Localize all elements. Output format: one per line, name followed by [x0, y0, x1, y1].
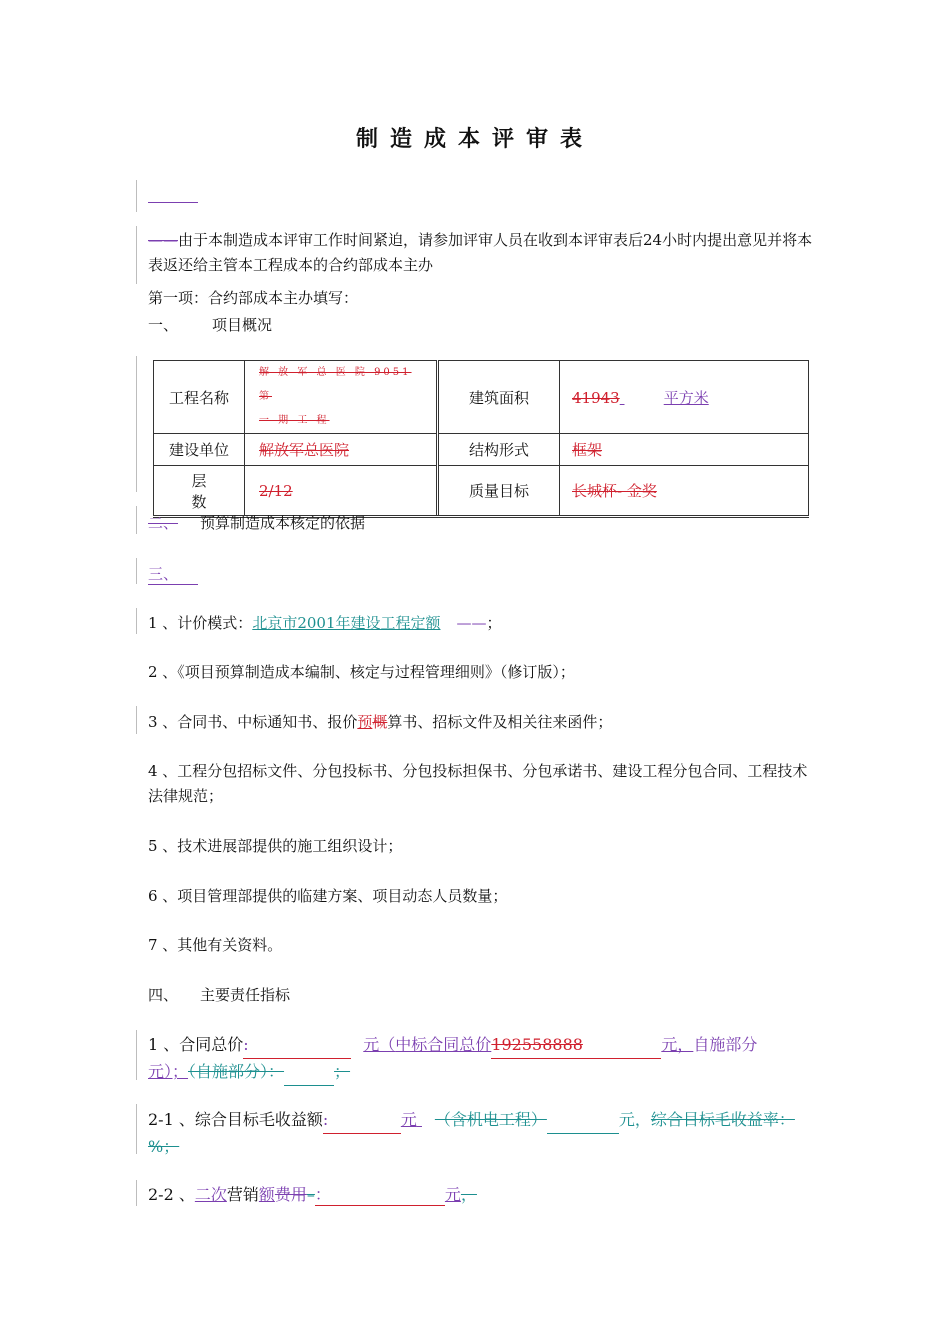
ind1-prefix: 1 、合同总价 — [148, 1035, 244, 1054]
project-name-line2: 一 期 工 程 — [259, 415, 330, 426]
intro-text: 由于本制造成本评审工作时间紧迫，请参加评审人员在收到本评审表后24小时内提出意见并将本表返还给主管本工程成本的合约部成本主办 — [148, 231, 813, 274]
structure-value: 框架 — [572, 441, 603, 459]
item3-text-b: 算书、招标文件及相关往来函件； — [387, 713, 613, 731]
revision-mark — [148, 202, 198, 203]
floors-label-1: 层 — [191, 471, 207, 490]
list-item-1 — [148, 612, 502, 633]
pricing-mode-link[interactable]: 北京市2001年建设工程定额 — [252, 614, 441, 632]
ind22-feiyong: 费用 — [274, 1185, 307, 1204]
ind1-line2a: 元）； — [148, 1062, 189, 1081]
revision-bar — [136, 608, 137, 634]
item1-prefix: 1 、计价模式： — [148, 614, 253, 632]
ind21-pct: %； — [148, 1137, 180, 1156]
ind1-self-label: 自施部分 — [693, 1035, 758, 1054]
ind1-yuan1: 元（ — [363, 1035, 396, 1054]
ind22-erci: 二次 — [194, 1185, 227, 1204]
ind21-rate-label: 综合目标毛收益率： — [650, 1110, 795, 1129]
item1-heading: 第一项：合约部成本主办填写： — [148, 289, 359, 307]
item3-text-a: 3 、合同书、中标通知书、报价 — [148, 713, 358, 731]
ind1-yuan2: 元， — [661, 1035, 694, 1054]
indicator-2-2 — [148, 1182, 477, 1206]
list-item-4: 4 、工程分包招标文件、分包投标书、分包投标担保书、分包承诺书、建设工程分包合同、工程技术法律规范； — [148, 762, 808, 805]
ind1-amount-blank — [491, 1032, 661, 1059]
ind21-blank — [547, 1107, 619, 1134]
section3-heading — [148, 563, 198, 585]
owner-value: 解放军总医院 — [259, 441, 350, 459]
ind22-e: 额 — [258, 1185, 275, 1204]
item3-inserted: 预 — [357, 713, 373, 731]
revision-bar — [136, 180, 137, 212]
revision-bar — [136, 1104, 137, 1154]
list-item-2: 2 、《项目预算制造成本编制、核定与过程管理细则》（修订版）； — [148, 663, 575, 681]
list-item-3 — [148, 711, 612, 732]
section2-number: 二、 — [148, 514, 179, 532]
gross-profit-blank: : — [323, 1107, 401, 1134]
section3-number: 三、 — [148, 563, 198, 585]
item1-end: ； — [486, 614, 502, 632]
area-gap — [620, 389, 664, 407]
ind21-prefix: 2-1 、综合目标毛收益额 — [148, 1110, 323, 1129]
ind1-semi: ； — [334, 1062, 351, 1081]
ind1-line2b: （自施部分）： — [188, 1062, 285, 1081]
ind22-prefix: 2-2 、 — [148, 1185, 195, 1204]
section4-number: 四、 — [148, 986, 179, 1004]
section1-number: 一、 — [148, 316, 179, 334]
intro-paragraph — [148, 228, 820, 278]
section4-title: 主要责任指标 — [200, 986, 291, 1004]
floors-label-2: 数 — [191, 492, 207, 511]
section4-heading — [148, 984, 290, 1005]
label-floors — [154, 466, 245, 517]
revision-bar — [136, 506, 137, 534]
indicator-1 — [148, 1032, 820, 1086]
ind1-bid-total-label: 中标合同总价 — [395, 1035, 492, 1054]
value-structure — [560, 434, 809, 466]
revision-bar — [136, 356, 137, 492]
indicator-2-1 — [148, 1107, 820, 1160]
value-quality-target — [560, 466, 809, 517]
label-project-name: 工程名称 — [154, 361, 245, 434]
label-quality-target: 质量目标 — [438, 466, 560, 517]
value-building-area — [560, 361, 809, 434]
ind1-self-blank — [284, 1059, 334, 1086]
value-floors — [245, 466, 438, 517]
revision-bar — [136, 226, 137, 284]
label-structure: 结构形式 — [438, 434, 560, 466]
floors-value: 2/12 — [259, 481, 293, 500]
quality-value: 长城杯- 金奖 — [572, 482, 657, 500]
document-title: 制造成本评审表 — [355, 126, 594, 152]
item1-dash: —— — [456, 614, 487, 632]
list-item-6: 6 、项目管理部提供的临建方案、项目动态人员数量； — [148, 887, 508, 905]
ind22-yingxiao: 营销 — [226, 1185, 259, 1204]
contract-total-blank: : — [243, 1032, 351, 1059]
ind21-yuan1: 元 — [400, 1110, 417, 1129]
project-name-line1: 解 放 军 总 医 院 9051 第 — [259, 367, 412, 402]
section2-title: 预算制造成本核定的依据 — [200, 514, 366, 532]
item3-deleted: 概 — [372, 713, 388, 731]
revision-bar — [136, 558, 137, 584]
deleted-mark: —— — [148, 231, 178, 249]
section2-heading — [148, 512, 365, 533]
list-item-5: 5 、技术进展部提供的施工组织设计； — [148, 837, 403, 855]
list-item-7: 7 、其他有关资料。 — [148, 936, 283, 954]
area-value: 41943 — [572, 388, 620, 407]
ind22-dash: – — [306, 1185, 315, 1204]
value-owner — [245, 434, 438, 466]
revision-bar — [136, 1180, 137, 1206]
ind21-yuan2: 元， — [618, 1110, 651, 1129]
area-unit: 平方米 — [663, 388, 709, 407]
label-building-area: 建筑面积 — [438, 361, 560, 434]
ind22-yuan: 元 — [444, 1185, 461, 1204]
marketing-fee-blank: ： — [315, 1182, 445, 1206]
value-project-name — [245, 361, 438, 434]
ind1-amount: 192558888 — [491, 1035, 583, 1054]
section1-heading — [148, 314, 272, 335]
revision-bar — [136, 706, 137, 734]
ind22-comma: ， — [460, 1185, 477, 1204]
project-overview-table — [153, 360, 809, 518]
revision-bar — [136, 1030, 137, 1080]
section1-title: 项目概况 — [212, 316, 273, 334]
ind21-note: （含机电工程） — [434, 1110, 547, 1129]
label-owner: 建设单位 — [154, 434, 245, 466]
